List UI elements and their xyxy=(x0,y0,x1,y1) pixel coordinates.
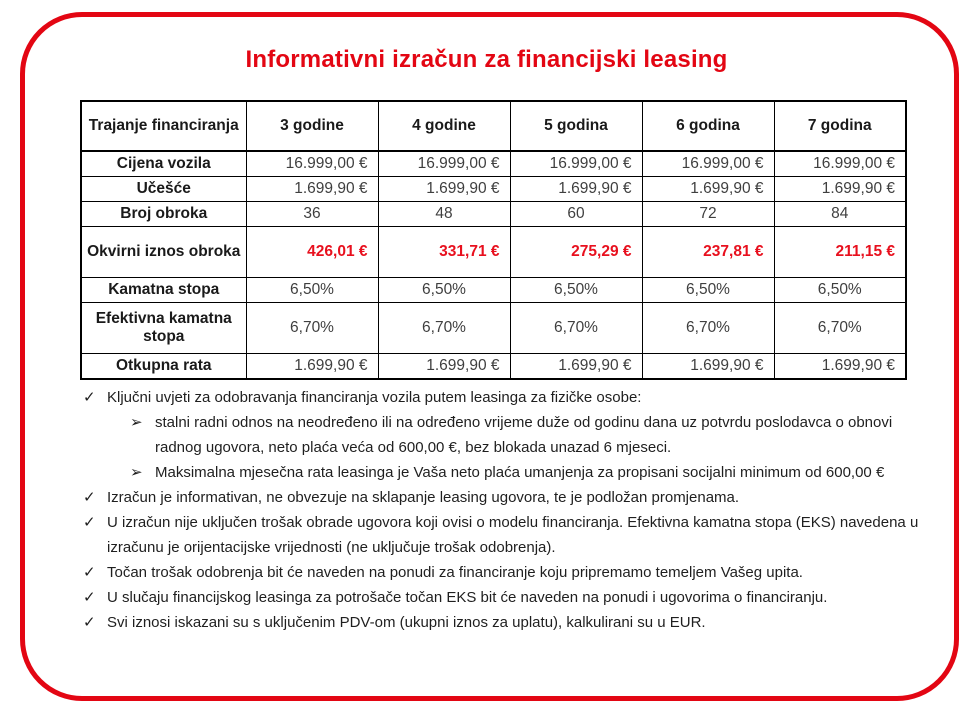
value-cell: 331,71 € xyxy=(378,227,510,278)
value-cell: 6,50% xyxy=(510,278,642,303)
note-text: Maksimalna mjesečna rata leasinga je Vaša neto plaća umanjenja za propisani socijalni minimum od 600,00 € xyxy=(155,464,885,481)
note-item xyxy=(83,485,935,510)
value-cell: 6,50% xyxy=(774,278,906,303)
page-title: Informativni izračun za financijski leasing xyxy=(245,46,728,73)
value-cell: 16.999,00 € xyxy=(642,151,774,177)
value-cell: 6,70% xyxy=(378,303,510,354)
table-row xyxy=(81,278,906,303)
table-row xyxy=(81,303,906,354)
value-cell: 1.699,90 € xyxy=(378,177,510,202)
header-cell-term: 4 godine xyxy=(378,101,510,151)
value-cell: 1.699,90 € xyxy=(246,177,378,202)
header-cell-term: 7 godina xyxy=(774,101,906,151)
row-label: Cijena vozila xyxy=(81,151,246,177)
value-cell: 60 xyxy=(510,202,642,227)
value-cell: 6,70% xyxy=(642,303,774,354)
table-header-row xyxy=(81,101,906,151)
value-cell: 1.699,90 € xyxy=(642,354,774,380)
check-bullet-icon: ✓ xyxy=(83,564,96,581)
table-row xyxy=(81,227,906,278)
value-cell: 1.699,90 € xyxy=(378,354,510,380)
row-label: Okvirni iznos obroka xyxy=(81,227,246,278)
row-label: Broj obroka xyxy=(81,202,246,227)
value-cell: 1.699,90 € xyxy=(510,354,642,380)
check-bullet-icon: ✓ xyxy=(83,489,96,506)
value-cell: 16.999,00 € xyxy=(246,151,378,177)
note-item xyxy=(83,510,935,560)
value-cell: 72 xyxy=(642,202,774,227)
header-cell-term: 6 godina xyxy=(642,101,774,151)
value-cell: 1.699,90 € xyxy=(246,354,378,380)
check-bullet-icon: ✓ xyxy=(83,589,96,606)
row-label: Efektivna kamatna stopa xyxy=(81,303,246,354)
value-cell: 6,70% xyxy=(510,303,642,354)
row-label: Otkupna rata xyxy=(81,354,246,380)
notes-list xyxy=(83,385,935,635)
value-cell: 6,50% xyxy=(246,278,378,303)
note-text: Ključni uvjeti za odobravanja financiranja vozila putem leasinga za fizičke osobe: xyxy=(107,389,642,406)
note-item xyxy=(83,585,935,610)
value-cell: 1.699,90 € xyxy=(774,354,906,380)
value-cell: 6,50% xyxy=(378,278,510,303)
check-bullet-icon: ✓ xyxy=(83,389,96,406)
value-cell: 275,29 € xyxy=(510,227,642,278)
value-cell: 6,70% xyxy=(246,303,378,354)
header-cell-duration: Trajanje financiranja xyxy=(81,101,246,151)
value-cell: 426,01 € xyxy=(246,227,378,278)
value-cell: 237,81 € xyxy=(642,227,774,278)
value-cell: 1.699,90 € xyxy=(510,177,642,202)
arrow-bullet-icon: ➢ xyxy=(130,464,143,481)
leasing-calculation-table xyxy=(80,100,907,380)
header-cell-term: 3 godine xyxy=(246,101,378,151)
arrow-bullet-icon: ➢ xyxy=(130,414,143,431)
note-item xyxy=(83,385,935,410)
check-bullet-icon: ✓ xyxy=(83,514,96,531)
note-item xyxy=(83,560,935,585)
value-cell: 84 xyxy=(774,202,906,227)
value-cell: 1.699,90 € xyxy=(774,177,906,202)
value-cell: 6,70% xyxy=(774,303,906,354)
value-cell: 1.699,90 € xyxy=(642,177,774,202)
value-cell: 36 xyxy=(246,202,378,227)
row-label: Kamatna stopa xyxy=(81,278,246,303)
value-cell: 211,15 € xyxy=(774,227,906,278)
note-text: U izračun nije uključen trošak obrade ugovora koji ovisi o modelu financiranja. Efektivna kamatna stopa (EKS) navedena u izračunu je orijentacijske vrijednosti (ne uključuje trošak odobrenja). xyxy=(107,514,919,556)
value-cell: 16.999,00 € xyxy=(774,151,906,177)
table-row xyxy=(81,202,906,227)
table-row xyxy=(81,177,906,202)
value-cell: 16.999,00 € xyxy=(378,151,510,177)
sub-note-item xyxy=(83,410,935,460)
table-row xyxy=(81,151,906,177)
header-cell-term: 5 godina xyxy=(510,101,642,151)
note-text: stalni radni odnos na neodređeno ili na određeno vrijeme duže od godinu dana uz potvrdu poslodavca o obnovi radnog ugovora, neto plaća veća od 600,00 €, bez blokada unazad 6 mjeseci. xyxy=(155,414,893,456)
note-text: Točan trošak odobrenja bit će naveden na ponudi za financiranje koju pripremamo temeljem Vašeg upita. xyxy=(107,564,803,581)
row-label: Učešće xyxy=(81,177,246,202)
note-text: Izračun je informativan, ne obvezuje na sklapanje leasing ugovora, te je podložan promjenama. xyxy=(107,489,740,506)
value-cell: 48 xyxy=(378,202,510,227)
note-text: Svi iznosi iskazani su s uključenim PDV-om (ukupni iznos za uplatu), kalkulirani su u EUR. xyxy=(107,614,706,631)
table-row xyxy=(81,354,906,380)
note-text: U slučaju financijskog leasinga za potrošače točan EKS bit će naveden na ponudi i ugovorima o financiranju. xyxy=(107,589,828,606)
note-item xyxy=(83,610,935,635)
check-bullet-icon: ✓ xyxy=(83,614,96,631)
value-cell: 6,50% xyxy=(642,278,774,303)
sub-note-item xyxy=(83,460,935,485)
value-cell: 16.999,00 € xyxy=(510,151,642,177)
